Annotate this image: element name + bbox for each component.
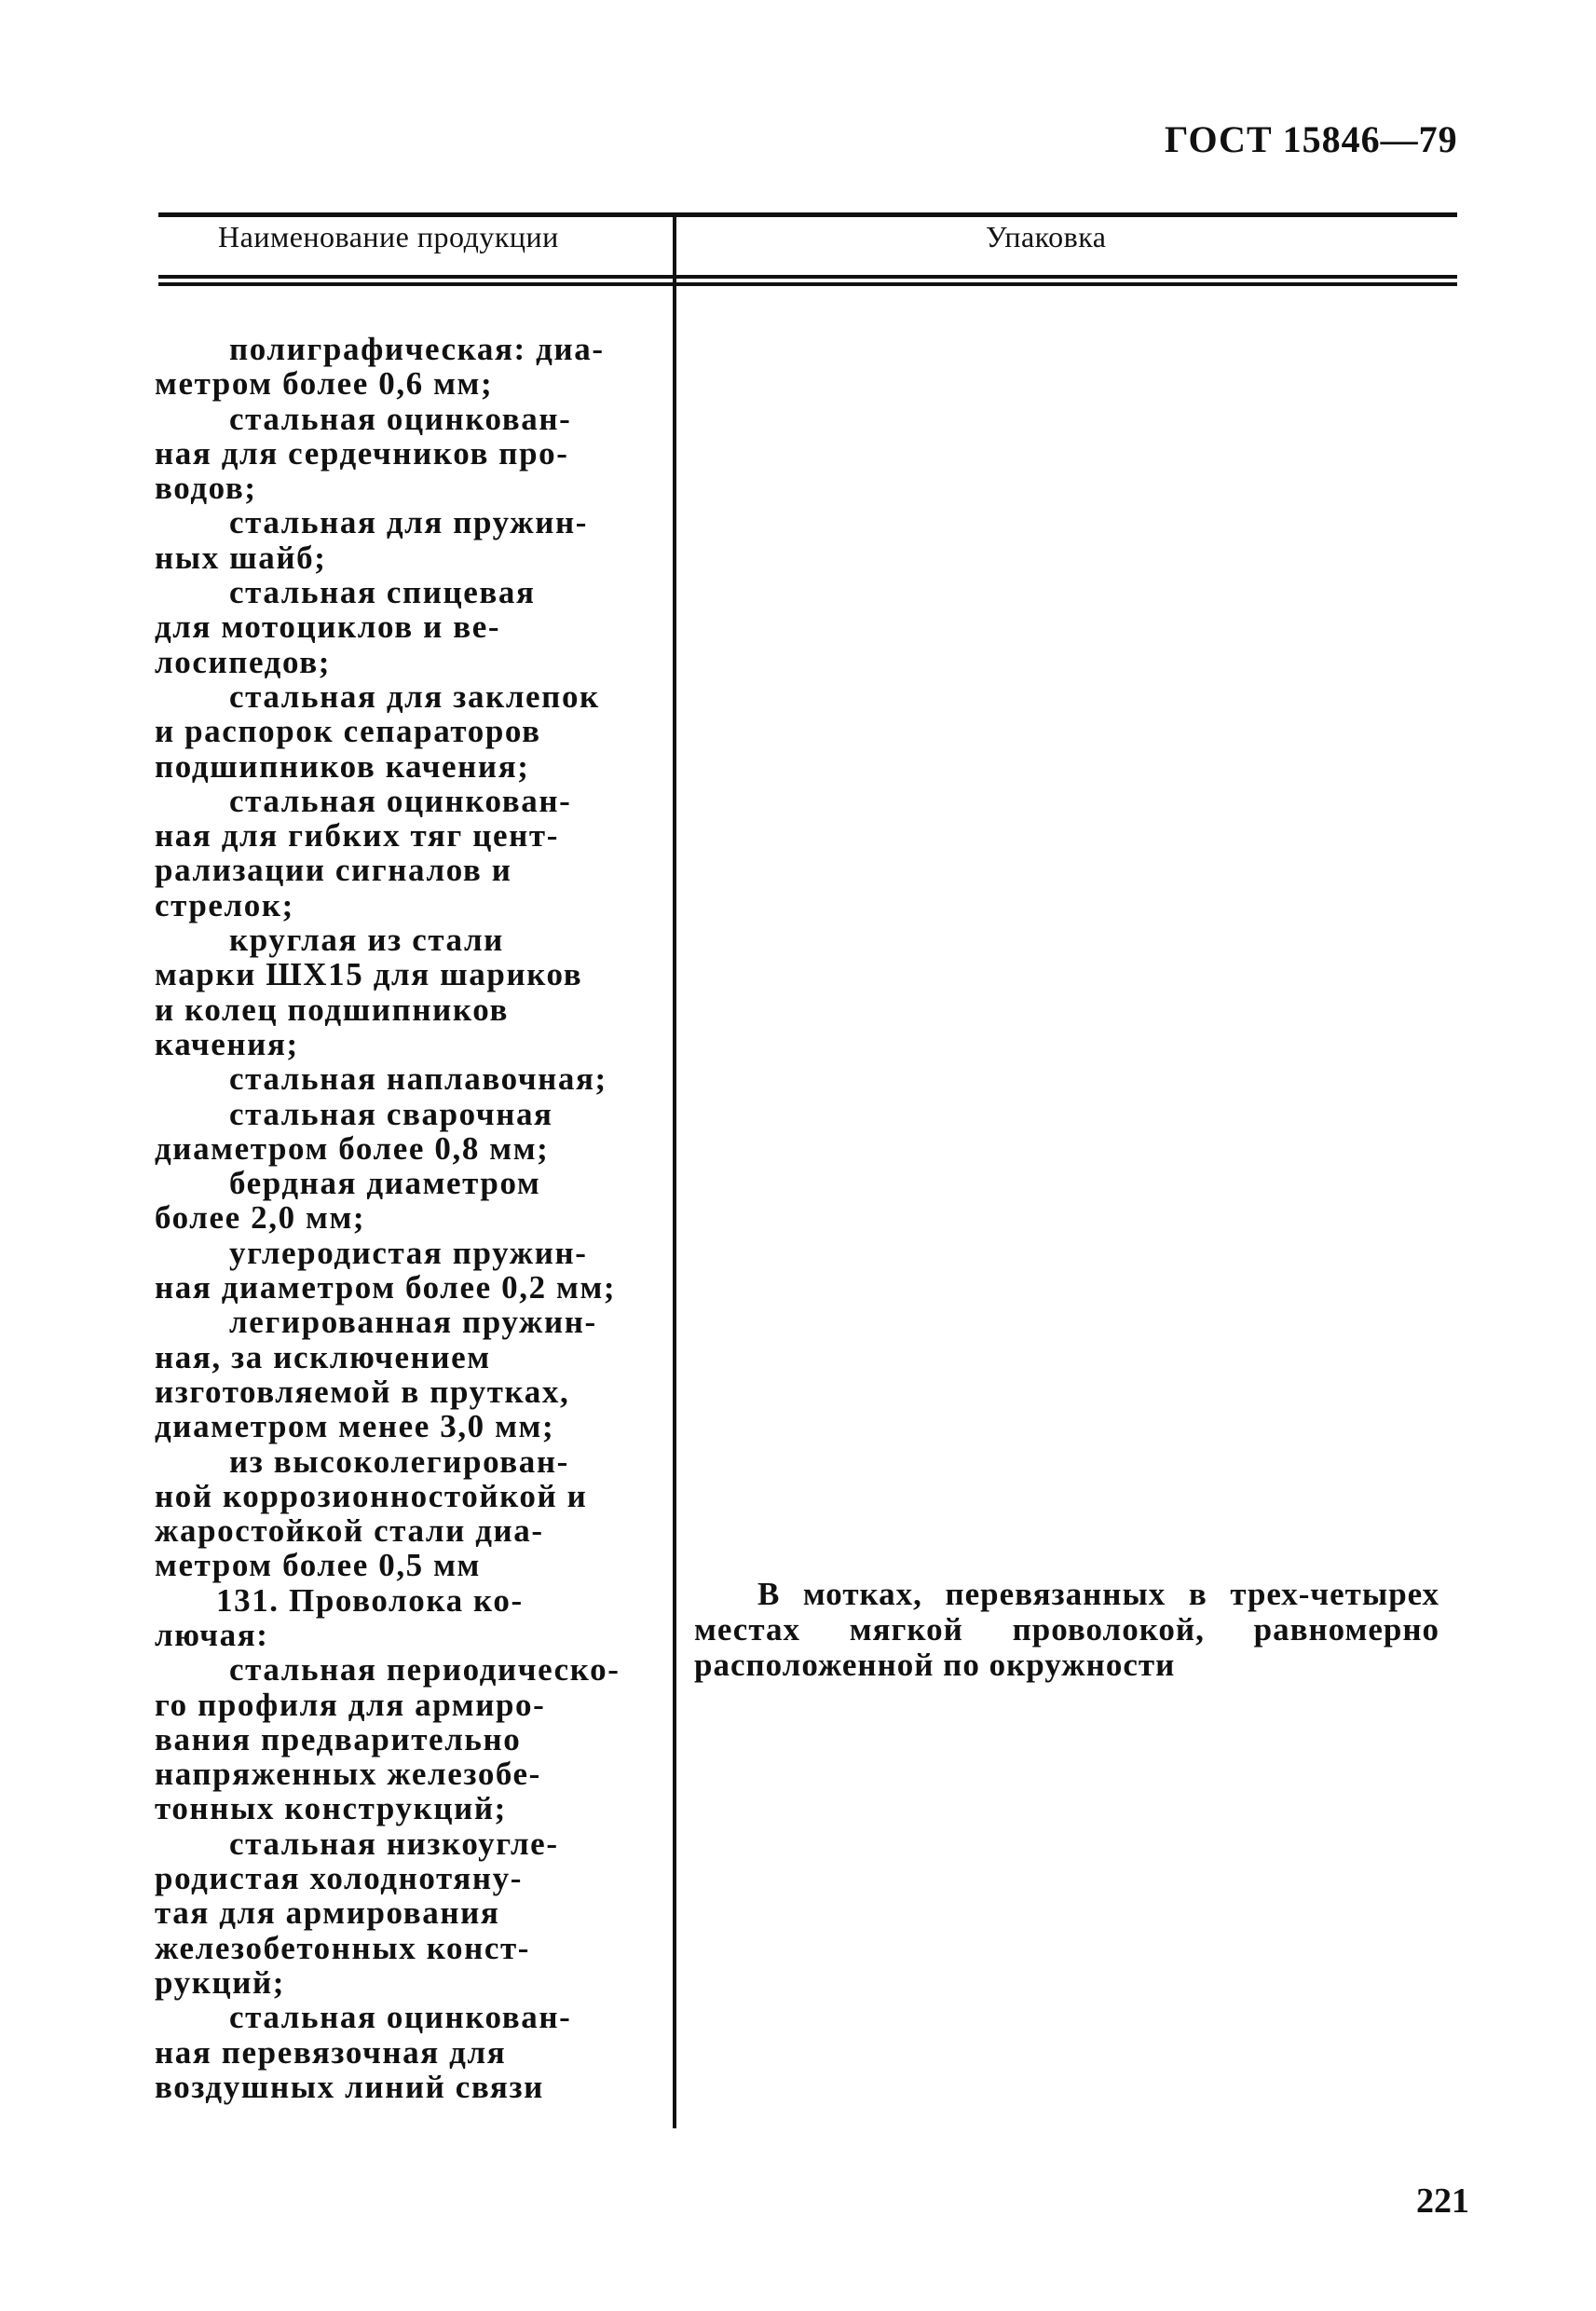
product-line: стальная спицевая bbox=[229, 574, 536, 611]
product-line: стальная периодическо- bbox=[229, 1651, 621, 1689]
product-line: водов; bbox=[155, 470, 257, 507]
product-line: легированная пружин- bbox=[229, 1304, 597, 1341]
product-line: ная для сердечников про- bbox=[155, 434, 569, 472]
packing-line: расположенной по окружности bbox=[694, 1647, 1176, 1683]
product-line: го профиля для армиро- bbox=[155, 1686, 546, 1723]
product-line: бердная диаметром bbox=[229, 1165, 541, 1202]
product-line: и колец подшипников bbox=[155, 991, 509, 1028]
product-line: ная, за исключением bbox=[155, 1338, 491, 1375]
document-code: ГОСТ 15846—79 bbox=[1165, 118, 1458, 160]
product-line: лосипедов; bbox=[155, 643, 331, 680]
product-line: стальная для заклепок bbox=[229, 677, 600, 715]
product-line: и распорок сепараторов bbox=[155, 713, 541, 750]
product-line: тонных конструкций; bbox=[155, 1790, 507, 1827]
product-line: родистая холоднотяну- bbox=[155, 1860, 523, 1897]
column-header-product: Наименование продукции bbox=[218, 220, 559, 253]
table-header-rule-2 bbox=[158, 282, 1457, 286]
product-line: для мотоциклов и ве- bbox=[155, 609, 501, 646]
product-line: полиграфическая: диа- bbox=[229, 331, 605, 367]
product-line: углеродистая пружин- bbox=[229, 1234, 588, 1271]
product-line: стрелок; bbox=[155, 886, 294, 923]
table-top-rule bbox=[158, 212, 1457, 217]
product-line: диаметром более 0,8 мм; bbox=[155, 1129, 550, 1167]
product-line: ной коррозионностойкой и bbox=[155, 1477, 588, 1514]
product-line: ная диаметром более 0,2 мм; bbox=[155, 1269, 617, 1306]
product-line: более 2,0 мм; bbox=[155, 1199, 366, 1237]
product-line: марки ШХ15 для шариков bbox=[155, 956, 583, 993]
table-header-rule-1 bbox=[158, 275, 1457, 279]
product-line: напряженных железобе- bbox=[155, 1756, 541, 1793]
product-line: подшипников качения; bbox=[155, 747, 530, 785]
product-line: ных шайб; bbox=[155, 539, 327, 576]
product-line: стальная оцинкован- bbox=[229, 1999, 572, 2036]
product-line: стальная низкоугле- bbox=[229, 1825, 559, 1862]
product-line: жаростойкой стали диа- bbox=[155, 1512, 544, 1550]
product-line: стальная наплавочная; bbox=[229, 1060, 607, 1098]
product-line: качения; bbox=[155, 1025, 299, 1062]
product-line: метром более 0,5 мм bbox=[155, 1547, 481, 1584]
product-line: ная перевязочная для bbox=[155, 2033, 507, 2071]
product-line: метром более 0,6 мм; bbox=[155, 365, 494, 403]
product-line: лючая: bbox=[155, 1616, 269, 1653]
product-line: стальная оцинкован- bbox=[229, 782, 572, 819]
product-line: изготовляемой в прутках, bbox=[155, 1373, 570, 1410]
product-line: железобетонных конст- bbox=[155, 1929, 531, 1966]
packing-line: В мотках, перевязанных в трех-четырех bbox=[757, 1576, 1439, 1612]
product-line: из высоколегирован- bbox=[229, 1443, 569, 1480]
product-line: круглая из стали bbox=[229, 922, 504, 959]
product-line: вания предварительно bbox=[155, 1720, 522, 1757]
product-line: ная для гибких тяг цент- bbox=[155, 817, 559, 855]
product-line: рализации сигналов и bbox=[155, 852, 512, 889]
product-line: 131. Проволока ко- bbox=[216, 1581, 524, 1619]
product-line: тая для армирования bbox=[155, 1894, 500, 1932]
product-line: рукций; bbox=[155, 1963, 286, 2001]
product-names-column bbox=[155, 332, 676, 2104]
packing-line: местах мягкой проволокой, равномерно bbox=[694, 1611, 1439, 1648]
page-number: 221 bbox=[1416, 2181, 1469, 2221]
column-header-packing: Упаковка bbox=[986, 220, 1107, 253]
product-line: диаметром менее 3,0 мм; bbox=[155, 1408, 555, 1445]
packing-column bbox=[694, 1577, 1439, 1683]
product-line: воздушных линий связи bbox=[155, 2068, 544, 2105]
product-line: стальная сварочная bbox=[229, 1095, 553, 1132]
product-line: стальная для пружин- bbox=[229, 504, 589, 541]
product-line: стальная оцинкован- bbox=[229, 400, 572, 437]
